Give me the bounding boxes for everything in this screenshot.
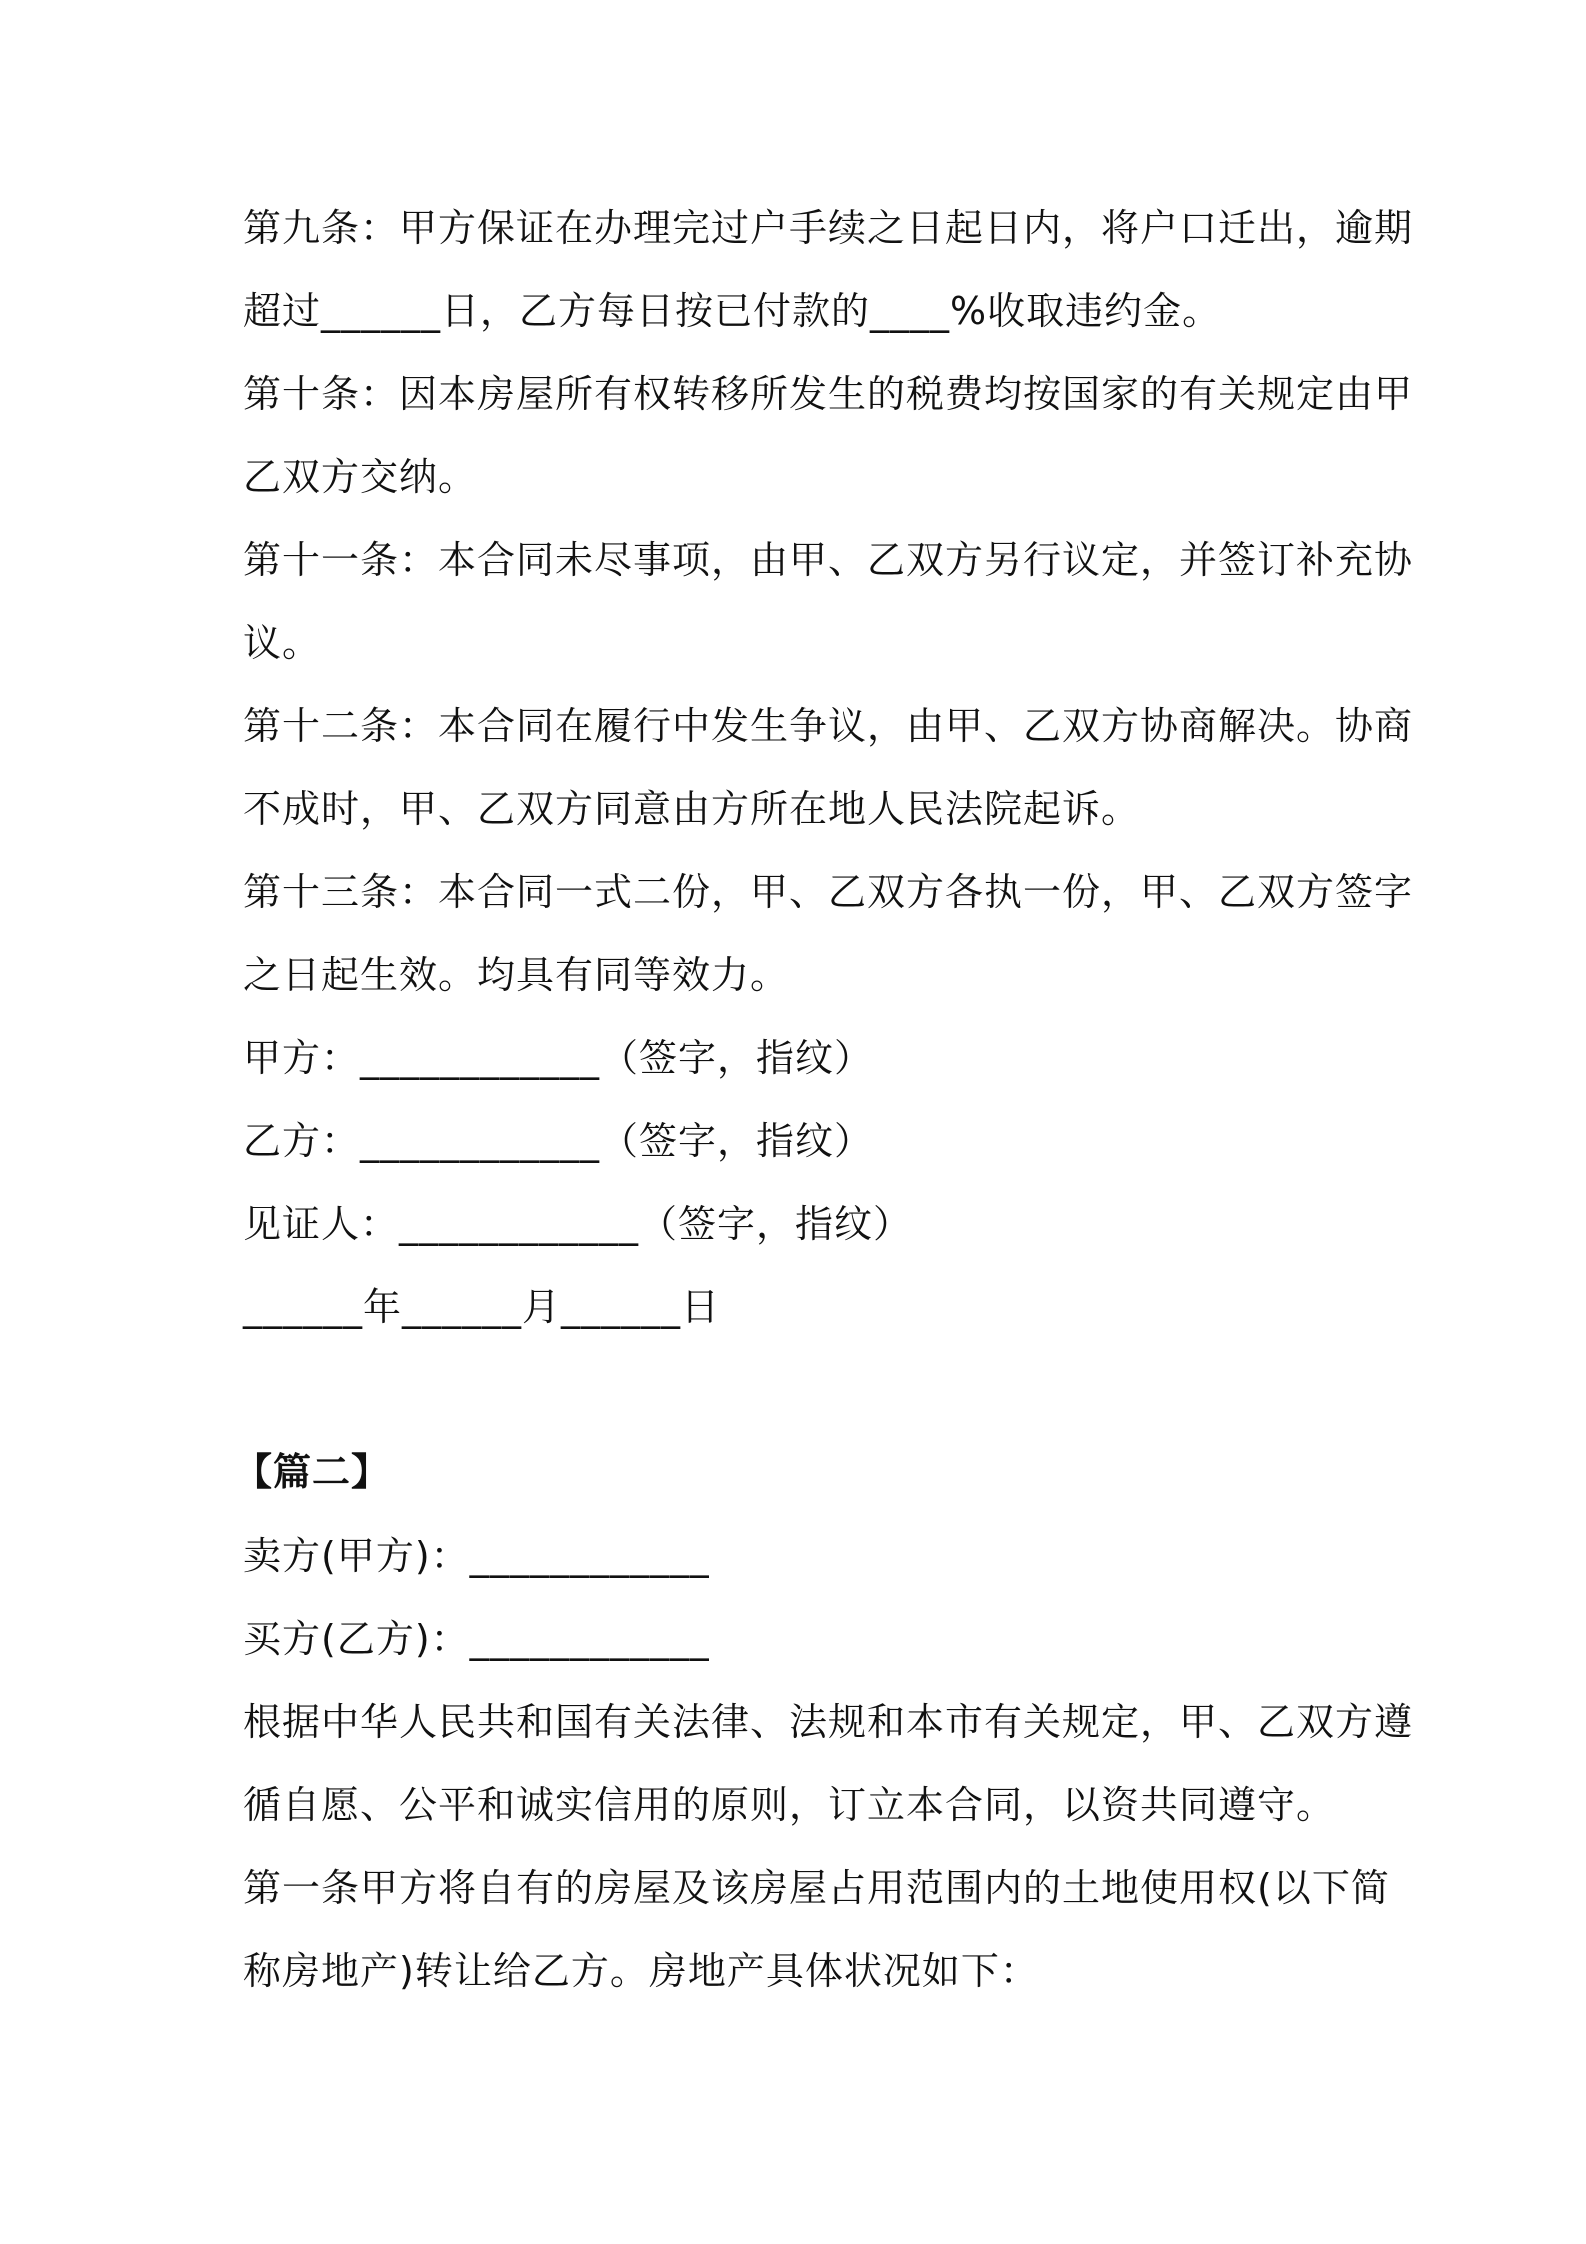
date-line: ______年______月______日: [243, 1285, 721, 1329]
preamble-line-2: 循自愿、公平和诚实信用的原则，订立本合同，以资共同遵守。: [243, 1783, 1336, 1827]
article-11-line-1: 第十一条：本合同未尽事项，由甲、乙双方另行议定，并签订补充协: [243, 538, 1414, 582]
party-b-signature-line: 乙方：____________（签字，指纹）: [243, 1119, 874, 1163]
section-heading: 【篇二】: [234, 1450, 391, 1494]
article-10-line-2: 乙双方交纳。: [243, 455, 478, 499]
preamble-line-1: 根据中华人民共和国有关法律、法规和本市有关规定，甲、乙双方遵: [243, 1700, 1414, 1744]
article-12-line-2: 不成时，甲、乙双方同意由方所在地人民法院起诉。: [243, 787, 1141, 831]
party-a-signature-line: 甲方：____________（签字，指纹）: [243, 1036, 874, 1080]
article-12-line-1: 第十二条：本合同在履行中发生争议，由甲、乙双方协商解决。协商: [243, 704, 1414, 748]
article-1-line-2: 称房地产)转让给乙方。房地产具体状况如下：: [243, 1949, 1039, 1993]
buyer-line: 买方(乙方)：____________: [243, 1617, 710, 1661]
article-13-line-2: 之日起生效。均具有同等效力。: [243, 953, 790, 997]
article-1-line-1: 第一条甲方将自有的房屋及该房屋占用范围内的土地使用权(以下简: [243, 1866, 1390, 1910]
witness-signature-line: 见证人：____________（签字，指纹）: [243, 1202, 913, 1246]
article-11-line-2: 议。: [243, 621, 322, 665]
article-9-line-2: 超过______日，乙方每日按已付款的____%收取违约金。: [243, 289, 1222, 333]
article-9-line-1: 第九条：甲方保证在办理完过户手续之日起日内，将户口迁出，逾期: [243, 206, 1414, 250]
seller-line: 卖方(甲方)：____________: [243, 1534, 710, 1578]
article-13-line-1: 第十三条：本合同一式二份，甲、乙双方各执一份，甲、乙双方签字: [243, 870, 1414, 914]
article-10-line-1: 第十条：因本房屋所有权转移所发生的税费均按国家的有关规定由甲: [243, 372, 1414, 416]
